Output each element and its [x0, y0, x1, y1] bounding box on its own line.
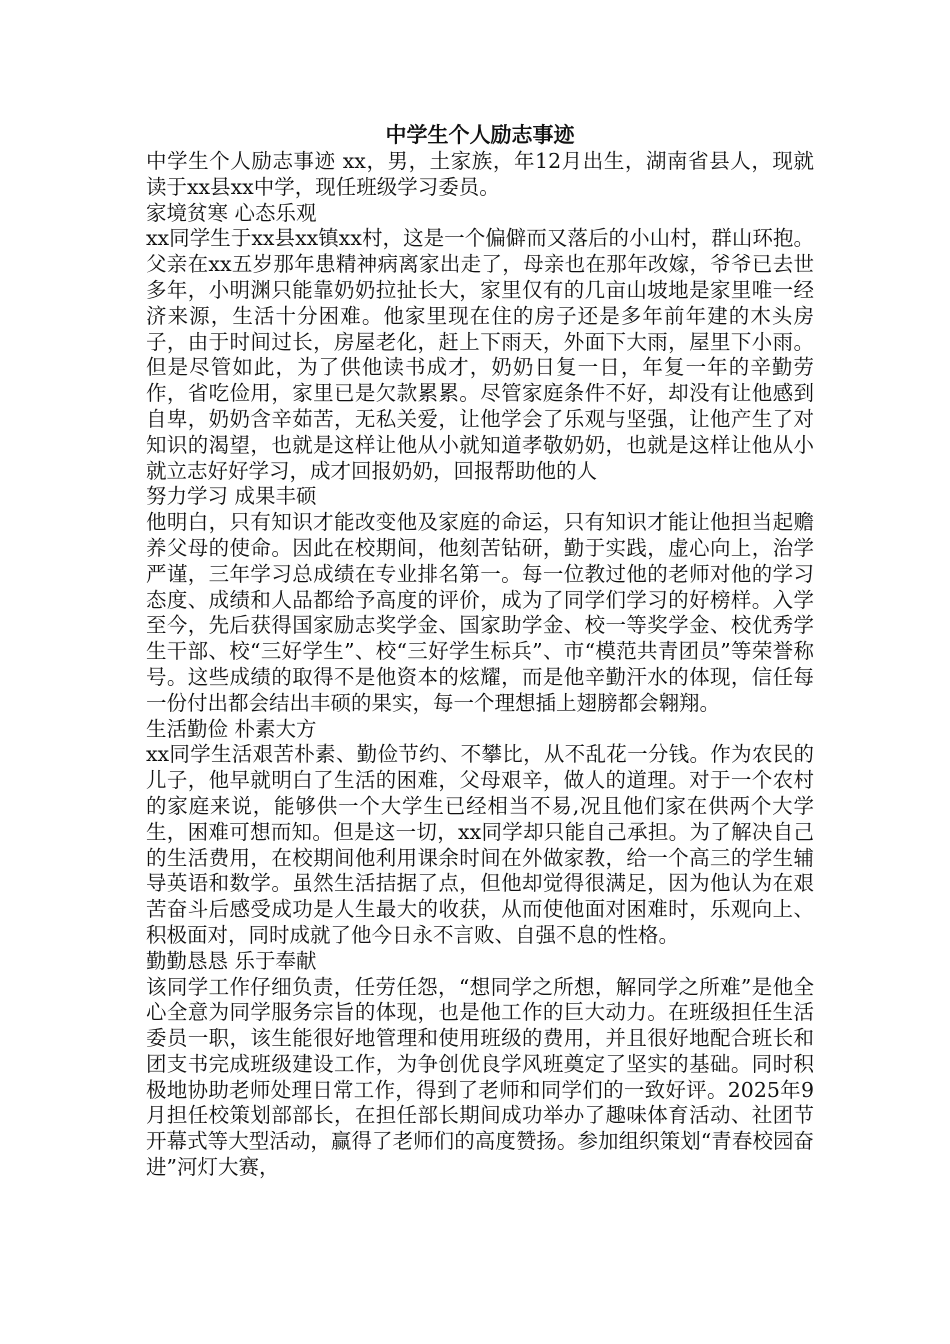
document-body — [146, 122, 814, 1181]
section-body-family: xx同学生于xx县xx镇xx村，这是一个偏僻而又落后的小山村，群山环抱。父亲在xx五岁那年患精神病离家出走了，母亲也在那年改嫁，爷爷已去世多年，小明渊只能靠奶奶拉扯长大，家里仅有的几亩山坡地是家里唯一经济来源，生活十分困难。他家里现在住的房子还是多年前年建的木头房子，由于时间过长，房屋老化，赶上下雨天，外面下大雨，屋里下小雨。但是尽管如此，为了供他读书成才，奶奶日复一日，年复一年的辛勤劳作，省吃俭用，家里已是欠款累累。尽管家庭条件不好，却没有让他感到自卑，奶奶含辛茹苦，无私关爱，让他学会了乐观与坚强，让他产生了对知识的渴望，也就是这样让他从小就知道孝敬奶奶，也就是这样让他从小就立志好好学习，成才回报奶奶，回报帮助他的人 — [146, 226, 814, 483]
intro-paragraph: 中学生个人励志事迹 xx，男，土家族，年12月出生，湖南省县人，现就读于xx县xx中学，现任班级学习委员。 — [146, 149, 814, 199]
section-body-life: xx同学生活艰苦朴素、勤俭节约、不攀比，从不乱花一分钱。作为农民的儿子，他早就明白了生活的困难，父母艰辛，做人的道理。对于一个农村的家庭来说，能够供一个大学生已经相当不易,况且他们家在供两个大学生，困难可想而知。但是这一切，xx同学却只能自己承担。为了解决自己的生活费用，在校期间他利用课余时间在外做家教，给一个高三的学生辅导英语和数学。虽然生活拮据了点，但他却觉得很满足，因为他认为在艰苦奋斗后感受成功是人生最大的收获，从而使他面对困难时，乐观向上、积极面对，同时成就了他今日永不言败、自强不息的性格。 — [146, 742, 814, 947]
section-heading-life: 生活勤俭 朴素大方 — [146, 716, 317, 741]
section-heading-service: 勤勤恳恳 乐于奉献 — [146, 948, 317, 973]
section-body-service: 该同学工作仔细负责，任劳任怨，“想同学之所想，解同学之所难”是他全心全意为同学服务宗旨的体现，也是他工作的巨大动力。在班级担任生活委员一职，该生能很好地管理和使用班级的费用，并且很好地配合班长和团支书完成班级建设工作，为争创优良学风班奠定了坚实的基础。同时积极地协助老师处理日常工作，得到了老师和同学们的一致好评。2025年9月担任校策划部部长，在担任部长期间成功举办了趣味体育活动、社团节开幕式等大型活动，赢得了老师们的高度赞扬。参加组织策划“青春校园奋进”河灯大赛， — [146, 974, 814, 1180]
section-heading-family: 家境贫寒 心态乐观 — [146, 200, 317, 225]
document-title: 中学生个人励志事迹 — [385, 123, 575, 147]
section-heading-study: 努力学习 成果丰硕 — [146, 484, 317, 509]
section-body-study: 他明白，只有知识才能改变他及家庭的命运，只有知识才能让他担当起赡养父母的使命。因此在校期间，他刻苦钻研，勤于实践，虚心向上，治学严谨，三年学习总成绩在专业排名第一。每一位教过他的老师对他的学习态度、成绩和人品都给予高度的评价，成为了同学们学习的好榜样。入学至今，先后获得国家励志奖学金、国家助学金、校一等奖学金、校优秀学生干部、校“三好学生”、校“三好学生标兵”、市“模范共青团员”等荣誉称号。这些成绩的取得不是他资本的炫耀，而是他辛勤汗水的体现，信任每一份付出都会结出丰硕的果实，每一个理想插上翅膀都会翱翔。 — [146, 510, 814, 715]
